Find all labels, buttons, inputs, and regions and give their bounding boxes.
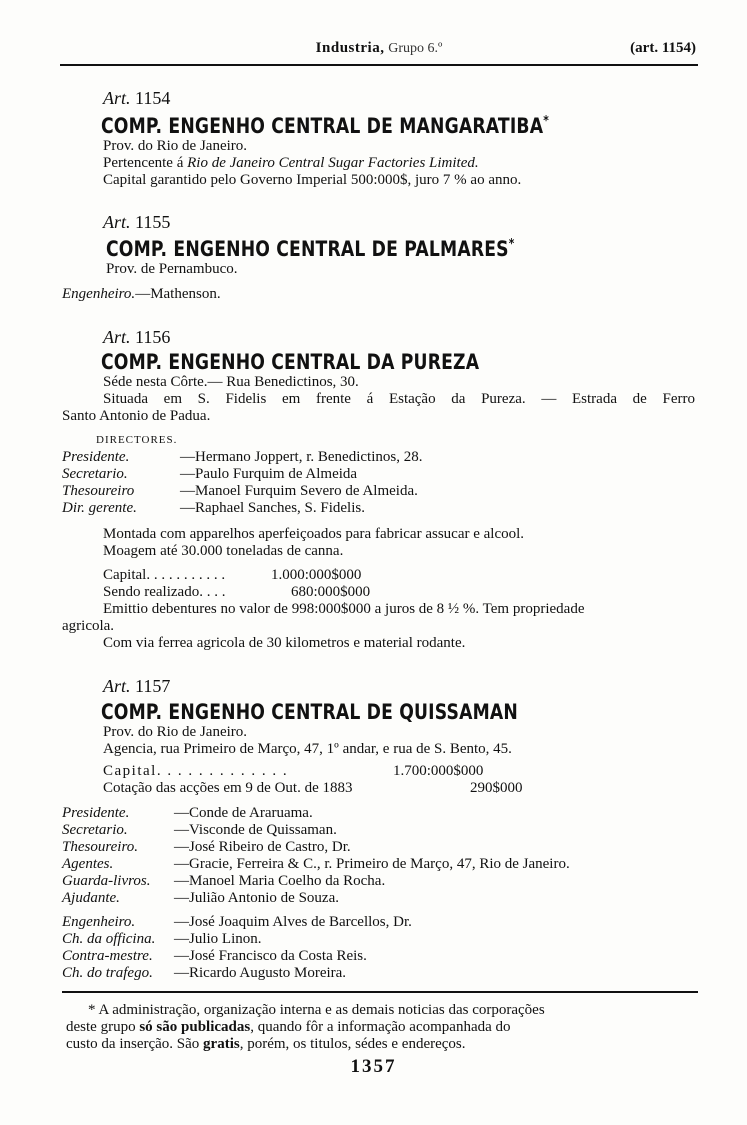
owner-line bbox=[103, 155, 479, 172]
share-quote-value: 290$000 bbox=[470, 780, 523, 796]
footnote-line-2 bbox=[66, 1019, 511, 1036]
art-number: 1156 bbox=[135, 327, 171, 347]
capital-value: 1.000:000$000 bbox=[271, 567, 362, 583]
footnote-mark: * bbox=[543, 114, 549, 129]
staff-name: —Ricardo Augusto Moreira. bbox=[174, 965, 347, 981]
staff-role: Contra-mestre. bbox=[62, 948, 153, 964]
staff-row bbox=[62, 931, 262, 948]
footnote-mark: * bbox=[88, 1002, 99, 1018]
equipment-line: Montada com apparelhos aperfeiçoados para fabricar assucar e alcool. bbox=[103, 526, 525, 542]
footnote-emphasis: gratis bbox=[203, 1036, 240, 1052]
officer-row bbox=[62, 856, 570, 873]
group-name: Grupo 6.º bbox=[388, 41, 443, 56]
capital-value: 1.700:000$000 bbox=[393, 763, 484, 779]
officer-role: Thesoureiro. bbox=[62, 839, 138, 855]
footnote-text: custo da inserção. São bbox=[66, 1036, 204, 1052]
engineer-line bbox=[62, 286, 221, 303]
footnote-emphasis: só são publicadas bbox=[139, 1019, 251, 1035]
art-label: Art. bbox=[103, 88, 131, 108]
director-role: Presidente. bbox=[62, 449, 130, 465]
agency-line: Agencia, rua Primeiro de Março, 47, 1º andar, e rua de S. Bento, 45. bbox=[103, 741, 512, 757]
director-row bbox=[62, 483, 418, 500]
debentures-line: Emittio debentures no valor de 998:000$000 a juros de 8 ½ %. Tem propriedade bbox=[103, 601, 585, 617]
officer-row bbox=[62, 822, 337, 839]
share-quote-label: Cotação das acções em 9 de Out. de 1883 bbox=[103, 780, 353, 796]
page-number: 1357 bbox=[350, 1056, 397, 1077]
company-title: COMP. ENGENHO CENTRAL DA PUREZA bbox=[101, 350, 480, 374]
running-head bbox=[60, 38, 698, 66]
section-name: Industria, bbox=[315, 40, 385, 56]
location-line: Situada em S. Fidelis em frente á Estação da Pureza. — Estrada de Ferro bbox=[103, 391, 695, 407]
paid-capital-value: 680:000$000 bbox=[291, 584, 371, 600]
capital-row bbox=[103, 567, 361, 584]
staff-row bbox=[62, 948, 367, 965]
officer-row bbox=[62, 839, 351, 856]
director-row bbox=[62, 500, 365, 517]
owner-prefix: Pertencente á bbox=[103, 155, 188, 171]
officer-name: —Julião Antonio de Souza. bbox=[174, 890, 339, 906]
article-heading-1157 bbox=[103, 676, 170, 697]
province-line: Prov. do Rio de Janeiro. bbox=[103, 138, 248, 154]
paid-capital-row bbox=[103, 584, 370, 601]
staff-row bbox=[62, 965, 346, 982]
province-line: Prov. do Rio de Janeiro. bbox=[103, 724, 248, 740]
footnote-text: , quando fôr a informação acompanhada do bbox=[250, 1019, 511, 1035]
footnote-text: deste grupo bbox=[66, 1019, 140, 1035]
province-line: Prov. de Pernambuco. bbox=[106, 261, 238, 277]
art-number: 1155 bbox=[135, 212, 171, 232]
company-title-1157 bbox=[101, 700, 518, 724]
owner-name: Rio de Janeiro Central Sugar Factories Limited. bbox=[187, 155, 479, 171]
staff-name: —Julio Linon. bbox=[174, 931, 262, 947]
paid-capital-label: Sendo realizado. . . . bbox=[103, 584, 226, 600]
debentures-line-cont: agricola. bbox=[62, 618, 115, 634]
officer-role: Guarda-livros. bbox=[62, 873, 151, 889]
director-name: —Manoel Furquim Severo de Almeida. bbox=[180, 483, 418, 499]
running-head-title bbox=[60, 40, 698, 57]
footnote-line-1 bbox=[66, 1002, 545, 1019]
art-number: 1157 bbox=[135, 676, 171, 696]
officer-row bbox=[62, 805, 313, 822]
company-title-1154 bbox=[101, 114, 549, 138]
article-heading-1154 bbox=[103, 88, 170, 109]
director-role: Thesoureiro bbox=[62, 483, 135, 499]
engineer-label: Engenheiro. bbox=[62, 286, 136, 302]
director-row bbox=[62, 466, 357, 483]
staff-name: —José Francisco da Costa Reis. bbox=[174, 948, 367, 964]
capital-line: Capital garantido pelo Governo Imperial 500:000$, juro 7 % ao anno. bbox=[103, 172, 522, 188]
art-label: Art. bbox=[103, 676, 131, 696]
capital-label: Capital. . . . . . . . . . . bbox=[103, 567, 226, 583]
milling-line: Moagem até 30.000 toneladas de canna. bbox=[103, 543, 344, 559]
director-role: Dir. gerente. bbox=[62, 500, 137, 516]
director-row bbox=[62, 449, 422, 466]
officer-role: Secretario. bbox=[62, 822, 128, 838]
engineer-name: —Mathenson. bbox=[135, 286, 221, 302]
article-heading-1156 bbox=[103, 327, 170, 348]
officer-name: —Gracie, Ferreira & C., r. Primeiro de Março, 47, Rio de Janeiro. bbox=[174, 856, 570, 872]
officer-name: —José Ribeiro de Castro, Dr. bbox=[174, 839, 351, 855]
art-label: Art. bbox=[103, 327, 131, 347]
capital-row bbox=[103, 763, 483, 780]
staff-role: Engenheiro. bbox=[62, 914, 136, 930]
seat-line: Séde nesta Côrte.— Rua Benedictinos, 30. bbox=[103, 374, 359, 390]
staff-name: —José Joaquim Alves de Barcellos, Dr. bbox=[174, 914, 412, 930]
director-role: Secretario. bbox=[62, 466, 128, 482]
directors-heading: DIRECTORES. bbox=[96, 434, 178, 446]
officer-row bbox=[62, 873, 385, 890]
share-quote-row bbox=[103, 780, 523, 797]
footnote-mark: * bbox=[508, 237, 515, 252]
company-title-1155 bbox=[106, 237, 514, 261]
footnote-text: A administração, organização interna e as demais noticias das corporações bbox=[98, 1002, 545, 1018]
company-title: COMP. ENGENHO CENTRAL DE MANGARATIBA bbox=[101, 114, 544, 138]
staff-row bbox=[62, 914, 412, 931]
art-label: Art. bbox=[103, 212, 131, 232]
staff-role: Ch. do trafego. bbox=[62, 965, 153, 981]
director-name: —Paulo Furquim de Almeida bbox=[180, 466, 358, 482]
article-reference: (art. 1154) bbox=[630, 40, 696, 56]
director-name: —Hermano Joppert, r. Benedictinos, 28. bbox=[180, 449, 423, 465]
location-line-cont: Santo Antonio de Padua. bbox=[62, 408, 211, 424]
officer-name: —Conde de Araruama. bbox=[174, 805, 313, 821]
article-heading-1155 bbox=[103, 212, 170, 233]
officer-name: —Visconde de Quissaman. bbox=[174, 822, 337, 838]
officer-role: Agentes. bbox=[62, 856, 114, 872]
footnote-line-3 bbox=[66, 1036, 466, 1053]
officer-row bbox=[62, 890, 339, 907]
footnote-text: , porém, os titulos, sédes e endereços. bbox=[239, 1036, 466, 1052]
company-title: COMP. ENGENHO CENTRAL DE QUISSAMAN bbox=[101, 700, 518, 724]
company-title-1156 bbox=[101, 350, 479, 374]
officer-name: —Manoel Maria Coelho da Rocha. bbox=[174, 873, 386, 889]
company-title: COMP. ENGENHO CENTRAL DE PALMARES bbox=[106, 237, 509, 261]
director-name: —Raphael Sanches, S. Fidelis. bbox=[180, 500, 365, 516]
art-number: 1154 bbox=[135, 88, 171, 108]
staff-role: Ch. da officina. bbox=[62, 931, 156, 947]
officer-role: Ajudante. bbox=[62, 890, 120, 906]
capital-label: Capital. . . . . . . . . . . . . bbox=[103, 763, 289, 779]
footnote-divider bbox=[62, 991, 698, 993]
railway-line: Com via ferrea agricola de 30 kilometros e material rodante. bbox=[103, 635, 466, 651]
officer-role: Presidente. bbox=[62, 805, 130, 821]
